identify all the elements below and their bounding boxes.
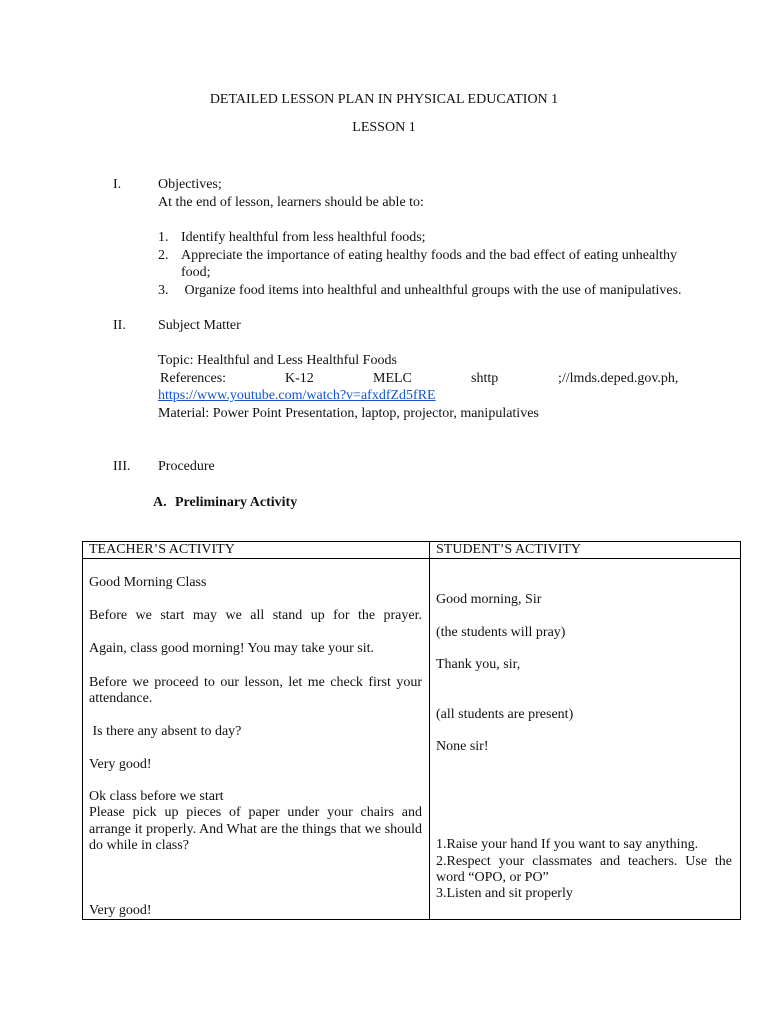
section-numeral-objectives: I. xyxy=(113,177,122,192)
teacher-line: attendance. xyxy=(89,691,153,706)
teacher-line: Very good! xyxy=(89,757,152,772)
references-word: ;//lmds.deped.gov.ph, xyxy=(558,371,679,386)
subsection-letter: A. xyxy=(153,495,167,510)
student-line: (the students will pray) xyxy=(436,625,566,640)
objective-item: Appreciate the importance of eating healthy foods and the bad effect of eating unhealthy xyxy=(181,248,677,263)
activity-table xyxy=(82,541,741,920)
student-line: Thank you, sir, xyxy=(436,657,521,672)
teacher-line: Please pick up pieces of paper under your chairs and xyxy=(89,805,422,820)
objective-item: Identify healthful from less healthful foods; xyxy=(181,230,426,245)
youtube-reference-link[interactable]: https://www.youtube.com/watch?v=afxdfZd5fRE xyxy=(158,388,436,403)
references-word: MELC xyxy=(373,371,412,386)
table-header-row xyxy=(83,542,741,559)
student-line: 2.Respect your classmates and teachers. Use the xyxy=(436,854,732,869)
teacher-activity-header: TEACHER’S ACTIVITY xyxy=(83,542,430,559)
student-line: 3.Listen and sit properly xyxy=(436,886,573,901)
references-label: References: xyxy=(160,371,227,386)
teacher-line: Ok class before we start xyxy=(89,789,224,804)
teacher-line: Before we proceed to our lesson, let me check first your xyxy=(89,675,422,690)
table-row xyxy=(83,559,741,920)
objectives-intro: At the end of lesson, learners should be able to: xyxy=(158,195,424,210)
student-line: None sir! xyxy=(436,739,489,754)
topic-line: Topic: Healthful and Less Healthful Foods xyxy=(158,353,397,368)
document-title: DETAILED LESSON PLAN IN PHYSICAL EDUCATION 1 xyxy=(209,92,559,107)
teacher-line: Good Morning Class xyxy=(89,575,207,590)
objective-item-continued: food; xyxy=(181,265,211,280)
teacher-activity-cell xyxy=(83,559,430,920)
references-word: K-12 xyxy=(285,371,314,386)
lesson-number: LESSON 1 xyxy=(352,120,416,135)
student-activity-header: STUDENT’S ACTIVITY xyxy=(430,542,741,559)
section-numeral-subject: II. xyxy=(113,318,126,333)
preliminary-activity-heading: Preliminary Activity xyxy=(175,495,298,510)
teacher-line: Is there any absent to day? xyxy=(89,724,242,739)
subject-heading: Subject Matter xyxy=(158,318,241,333)
procedure-heading: Procedure xyxy=(158,459,215,474)
objectives-heading: Objectives; xyxy=(158,177,222,192)
teacher-line: arrange it properly. And What are the things that we should xyxy=(89,822,422,837)
objective-item: Organize food items into healthful and unhealthful groups with the use of manipulatives. xyxy=(181,283,682,298)
material-line: Material: Power Point Presentation, laptop, projector, manipulatives xyxy=(158,406,539,421)
teacher-line: do while in class? xyxy=(89,838,189,853)
objective-number: 1. xyxy=(158,230,169,245)
section-numeral-procedure: III. xyxy=(113,459,131,474)
student-line: Good morning, Sir xyxy=(436,592,542,607)
teacher-line: Very good! xyxy=(89,903,152,918)
teacher-line: Again, class good morning! You may take your sit. xyxy=(89,641,375,656)
student-line: word “OPO, or PO” xyxy=(436,870,549,885)
student-activity-cell xyxy=(430,559,741,920)
objective-number: 3. xyxy=(158,283,169,298)
student-line: (all students are present) xyxy=(436,707,574,722)
student-line: 1.Raise your hand If you want to say anything. xyxy=(436,837,699,852)
references-word: shttp xyxy=(471,371,499,386)
teacher-line: Before we start may we all stand up for the prayer. xyxy=(89,608,422,623)
objective-number: 2. xyxy=(158,248,169,263)
